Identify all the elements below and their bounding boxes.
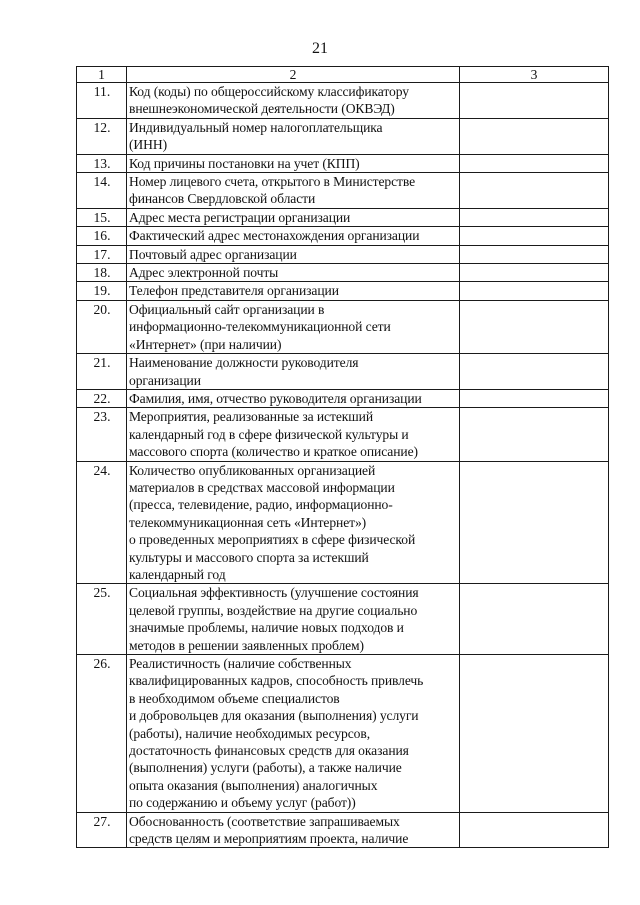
table-row bbox=[77, 655, 609, 813]
row-value-field[interactable] bbox=[460, 173, 609, 209]
table-row bbox=[77, 812, 609, 848]
row-number: 26. bbox=[77, 655, 127, 813]
row-number: 21. bbox=[77, 354, 127, 390]
row-value-field[interactable] bbox=[460, 245, 609, 263]
row-description: Код (коды) по общероссийскому классификатору внешнеэкономической деятельности (ОКВЭД) bbox=[127, 83, 460, 119]
row-description: Код причины постановки на учет (КПП) bbox=[127, 154, 460, 172]
row-value-field[interactable] bbox=[460, 264, 609, 282]
row-number: 22. bbox=[77, 389, 127, 407]
row-description: Реалистичность (наличие собственных квалифицированных кадров, способность привлечь в необходимом объеме специалистов и добровольцев для оказания (выполнения) услуги (работы), наличие необходимых ресурсов, достаточность финансовых средств для оказания (выполнения) услуги (работы), а также наличие опыта оказания (выполнения) аналогичных по содержанию и объему услуг (работ)) bbox=[127, 655, 460, 813]
row-value-field[interactable] bbox=[460, 208, 609, 226]
row-description: Адрес электронной почты bbox=[127, 264, 460, 282]
row-number: 18. bbox=[77, 264, 127, 282]
row-value-field[interactable] bbox=[460, 118, 609, 154]
row-number: 25. bbox=[77, 584, 127, 655]
row-value-field[interactable] bbox=[460, 655, 609, 813]
row-description: Официальный сайт организации в информационно-телекоммуникационной сети «Интернет» (при наличии) bbox=[127, 300, 460, 353]
table-row bbox=[77, 118, 609, 154]
row-value-field[interactable] bbox=[460, 584, 609, 655]
row-value-field[interactable] bbox=[460, 83, 609, 119]
table-row bbox=[77, 389, 609, 407]
row-value-field[interactable] bbox=[460, 812, 609, 848]
table-row bbox=[77, 584, 609, 655]
table-row bbox=[77, 227, 609, 245]
row-value-field[interactable] bbox=[460, 408, 609, 461]
table-row bbox=[77, 264, 609, 282]
row-number: 16. bbox=[77, 227, 127, 245]
table-row bbox=[77, 154, 609, 172]
row-description: Социальная эффективность (улучшение состояния целевой группы, воздействие на другие социально значимые проблемы, наличие новых подходов и методов в решении заявленных проблем) bbox=[127, 584, 460, 655]
column-header-description: 2 bbox=[127, 67, 460, 83]
row-description: Фамилия, имя, отчество руководителя организации bbox=[127, 389, 460, 407]
table-row bbox=[77, 173, 609, 209]
row-value-field[interactable] bbox=[460, 227, 609, 245]
column-header-number: 1 bbox=[77, 67, 127, 83]
row-value-field[interactable] bbox=[460, 154, 609, 172]
row-number: 19. bbox=[77, 282, 127, 300]
row-value-field[interactable] bbox=[460, 282, 609, 300]
row-number: 14. bbox=[77, 173, 127, 209]
row-description: Фактический адрес местонахождения организации bbox=[127, 227, 460, 245]
row-description: Почтовый адрес организации bbox=[127, 245, 460, 263]
row-number: 12. bbox=[77, 118, 127, 154]
row-value-field[interactable] bbox=[460, 300, 609, 353]
table-row bbox=[77, 282, 609, 300]
row-description: Адрес места регистрации организации bbox=[127, 208, 460, 226]
table-row bbox=[77, 245, 609, 263]
application-form-table bbox=[76, 66, 609, 848]
row-description: Обоснованность (соответствие запрашиваемых средств целям и мероприятиям проекта, наличие bbox=[127, 812, 460, 848]
row-description: Наименование должности руководителя организации bbox=[127, 354, 460, 390]
row-description: Индивидуальный номер налогоплательщика (ИНН) bbox=[127, 118, 460, 154]
row-value-field[interactable] bbox=[460, 389, 609, 407]
row-number: 13. bbox=[77, 154, 127, 172]
row-description: Количество опубликованных организацией материалов в средствах массовой информации (пресса, телевидение, радио, информационно- телекоммуникационная сеть «Интернет») о проведенных мероприятиях в сфере физической культуры и массового спорта за истекший календарный год bbox=[127, 461, 460, 584]
row-description: Телефон представителя организации bbox=[127, 282, 460, 300]
row-number: 11. bbox=[77, 83, 127, 119]
table-row bbox=[77, 300, 609, 353]
row-value-field[interactable] bbox=[460, 354, 609, 390]
table-row bbox=[77, 408, 609, 461]
column-header-value: 3 bbox=[460, 67, 609, 83]
table-row bbox=[77, 461, 609, 584]
row-number: 17. bbox=[77, 245, 127, 263]
row-description: Номер лицевого счета, открытого в Министерстве финансов Свердловской области bbox=[127, 173, 460, 209]
table-header-row bbox=[77, 67, 609, 83]
row-value-field[interactable] bbox=[460, 461, 609, 584]
row-number: 23. bbox=[77, 408, 127, 461]
table-row bbox=[77, 354, 609, 390]
page-number: 21 bbox=[312, 40, 328, 57]
row-number: 20. bbox=[77, 300, 127, 353]
row-number: 15. bbox=[77, 208, 127, 226]
table-row bbox=[77, 83, 609, 119]
table-body bbox=[77, 83, 609, 848]
row-description: Мероприятия, реализованные за истекший календарный год в сфере физической культуры и массового спорта (количество и краткое описание) bbox=[127, 408, 460, 461]
row-number: 24. bbox=[77, 461, 127, 584]
row-number: 27. bbox=[77, 812, 127, 848]
table-row bbox=[77, 208, 609, 226]
